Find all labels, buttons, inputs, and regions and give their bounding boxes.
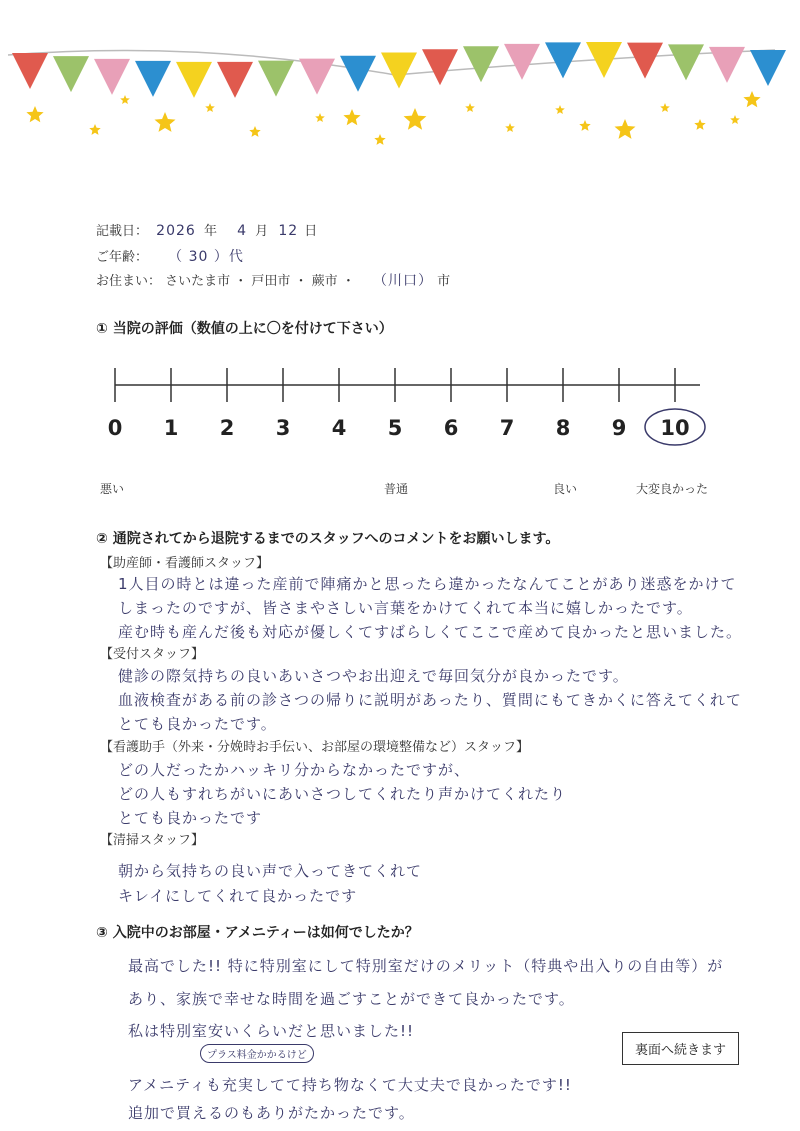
scale-tick-label: 7 xyxy=(499,416,515,440)
midwife-line-3: 産む時も産んだ後も対応が優しくてすばらしくてここで産めて良かったと思いました。 xyxy=(118,623,743,641)
room-line-5: 追加で買えるのもありがたかったです。 xyxy=(128,1104,415,1122)
room-line-1: 最高でした!! 特に特別室にして特別室だけのメリット（特典や出入りの自由等）が xyxy=(128,957,724,975)
date-row xyxy=(96,220,317,239)
star-icon xyxy=(120,95,130,104)
bunting-flag xyxy=(217,62,253,98)
star-icon xyxy=(694,119,705,130)
midwife-line-1: 1人目の時とは違った産前で陣痛かと思ったら違かったなんてことがあり迷惑をかけて xyxy=(118,575,737,593)
bunting-flag xyxy=(94,59,130,95)
bunting-flag xyxy=(299,59,335,95)
date-month-unit: 月 xyxy=(255,224,269,239)
star-icon xyxy=(579,120,590,131)
scale-tick-label: 6 xyxy=(443,416,459,440)
bunting-decoration xyxy=(0,0,800,165)
scale-tick-label: 0 xyxy=(107,416,123,440)
scale-tick-label: 4 xyxy=(331,416,347,440)
star-icon xyxy=(505,123,515,132)
age-row xyxy=(96,246,244,266)
bunting-flag xyxy=(463,46,499,82)
section3-title: ③ 入院中のお部屋・アメニティーは如何でしたか？ xyxy=(96,925,419,941)
star-icon xyxy=(374,134,385,145)
star-icon xyxy=(730,115,740,124)
assistant-line-1: どの人だったかハッキリ分からなかったですが、 xyxy=(118,761,471,779)
continue-note: 裏面へ続きます xyxy=(622,1032,739,1065)
scale-tick-label: 10 xyxy=(660,416,690,440)
star-icon xyxy=(249,126,260,137)
reception-line-1: 健診の際気持ちの良いあいさつやお出迎えで毎回気分が良かったです。 xyxy=(118,667,629,685)
caption-bad: 悪い xyxy=(100,482,125,496)
price-annotation: プラス料金かかるけど xyxy=(200,1044,314,1063)
date-year-unit: 年 xyxy=(203,224,217,239)
scale-tick-label: 9 xyxy=(611,416,627,440)
scale-tick-label: 8 xyxy=(555,416,571,440)
age-label: ご年齢： xyxy=(96,250,149,265)
cleaning-line-2: キレイにしてくれて良かったです xyxy=(118,887,358,905)
address-row xyxy=(96,270,450,290)
section1-title: ① 当院の評価（数値の上に〇を付けて下さい） xyxy=(96,321,393,337)
reception-line-2: 血液検査がある前の診さつの帰りに説明があったり、質問にもてきかくに答えてくれて xyxy=(118,691,742,709)
bunting-flag xyxy=(258,61,294,97)
star-icon xyxy=(343,109,360,125)
star-icon xyxy=(315,113,325,122)
cleaning-label: 【清掃スタッフ】 xyxy=(100,833,205,848)
scale-tick-label: 3 xyxy=(275,416,291,440)
star-icon xyxy=(743,91,760,107)
star-icon xyxy=(465,103,475,112)
rating-scale xyxy=(100,360,720,410)
room-line-3: 私は特別室安いくらいだと思いました!! xyxy=(128,1022,415,1040)
bunting-flag xyxy=(709,47,745,83)
address-value: （川口） xyxy=(372,273,433,289)
star-icon xyxy=(404,108,427,130)
reception-label: 【受付スタッフ】 xyxy=(100,647,205,662)
bunting-flag xyxy=(422,49,458,85)
address-options: さいたま市 ・ 戸田市 ・ 蕨市 ・ xyxy=(165,274,355,289)
age-value: （ 30 ）代 xyxy=(168,249,244,265)
assistant-line-2: どの人もすれちがいにあいさつしてくれたり声かけてくれたり xyxy=(118,785,567,803)
star-icon xyxy=(660,103,670,112)
star-icon xyxy=(89,124,100,135)
star-icon xyxy=(555,105,565,114)
star-icon xyxy=(615,119,636,139)
section2-title: ② 通院されてから退院するまでのスタッフへのコメントをお願いします。 xyxy=(96,531,560,547)
bunting-flag xyxy=(12,53,48,89)
room-line-4: アメニティも充実してて持ち物なくて大丈夫で良かったです!! xyxy=(128,1076,572,1094)
bunting-flag xyxy=(53,56,89,92)
midwife-line-2: しまったのですが、皆さまやさしい言葉をかけてくれて本当に嬉しかったです。 xyxy=(118,599,693,617)
scale-tick-label: 2 xyxy=(219,416,235,440)
address-suffix: 市 xyxy=(437,274,451,289)
date-day-unit: 日 xyxy=(304,224,318,239)
star-icon xyxy=(26,106,43,122)
bunting-flag xyxy=(381,53,417,89)
bunting-flag xyxy=(668,44,704,80)
scale-tick-label: 1 xyxy=(163,416,179,440)
address-label: お住まい： xyxy=(96,274,162,289)
bunting-flag xyxy=(627,43,663,79)
assistant-line-3: とても良かったです xyxy=(118,809,263,827)
bunting-flag xyxy=(340,56,376,92)
date-day: 12 xyxy=(278,223,299,239)
cleaning-line-1: 朝から気持ちの良い声で入ってきてくれて xyxy=(118,862,423,880)
scale-tick-label: 5 xyxy=(387,416,403,440)
bunting-flag xyxy=(135,61,171,97)
bunting-flag xyxy=(504,44,540,80)
midwife-label: 【助産師・看護師スタッフ】 xyxy=(100,556,270,571)
date-label: 記載日： xyxy=(96,224,149,239)
caption-good: 良い xyxy=(553,482,578,496)
selected-rating-mark xyxy=(640,405,710,450)
date-year: 2026 xyxy=(156,223,196,239)
bunting-flag xyxy=(750,50,786,86)
star-icon xyxy=(205,103,215,112)
caption-normal: 普通 xyxy=(384,482,409,496)
reception-line-3: とても良かったです。 xyxy=(118,715,277,733)
date-month: 4 xyxy=(237,223,248,239)
star-icon xyxy=(155,112,176,132)
assistant-label: 【看護助手（外来・分娩時お手伝い、お部屋の環境整備など）スタッフ】 xyxy=(100,740,530,755)
room-line-2: あり、家族で幸せな時間を過ごすことができて良かったです。 xyxy=(128,990,575,1008)
caption-very-good: 大変良かった xyxy=(636,482,709,496)
bunting-flag xyxy=(176,62,212,98)
